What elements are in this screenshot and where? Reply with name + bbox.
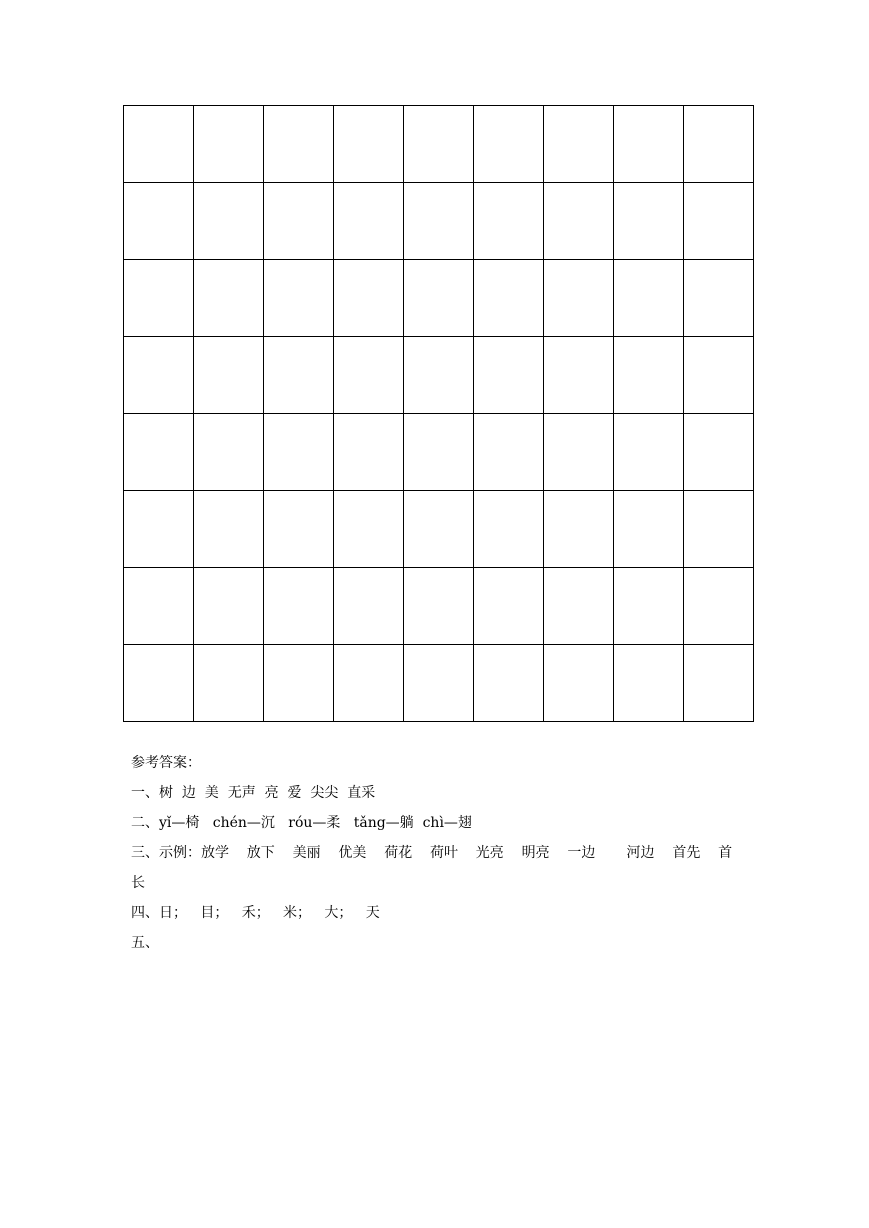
grid-cell [264, 645, 334, 722]
grid-cell [264, 337, 334, 414]
grid-cell [404, 337, 474, 414]
grid-cell [684, 645, 754, 722]
grid-cell [544, 568, 614, 645]
grid-cell [544, 260, 614, 337]
grid-cell [544, 337, 614, 414]
grid-cell [474, 491, 544, 568]
grid-cell [194, 183, 264, 260]
grid-cell [264, 106, 334, 183]
grid-cell [614, 337, 684, 414]
grid-cell [684, 337, 754, 414]
grid-cell [544, 414, 614, 491]
answer-section-5: 五、 [131, 935, 159, 951]
grid-cell [474, 645, 544, 722]
grid-cell [194, 568, 264, 645]
answer-section-4: 四、日； 目； 禾； 米； 大； 天 [131, 905, 380, 921]
grid-cell [334, 106, 404, 183]
grid-cell [544, 183, 614, 260]
grid-cell [614, 414, 684, 491]
grid-cell [194, 645, 264, 722]
grid-row [124, 183, 754, 260]
grid-cell [194, 106, 264, 183]
grid-cell [194, 337, 264, 414]
grid-cell [264, 414, 334, 491]
grid-cell [124, 414, 194, 491]
grid-cell [684, 183, 754, 260]
grid-cell [474, 183, 544, 260]
grid-cell [544, 106, 614, 183]
grid-cell [474, 337, 544, 414]
grid-cell [684, 260, 754, 337]
grid-cell [194, 491, 264, 568]
grid-row [124, 491, 754, 568]
grid-cell [404, 645, 474, 722]
grid-row [124, 645, 754, 722]
grid-cell [124, 106, 194, 183]
grid-cell [404, 414, 474, 491]
grid-cell [124, 183, 194, 260]
writing-grid-body [124, 106, 754, 722]
grid-cell [124, 491, 194, 568]
grid-cell [404, 491, 474, 568]
answer-key-heading: 参考答案： [131, 755, 201, 771]
grid-cell [194, 414, 264, 491]
grid-cell [684, 491, 754, 568]
grid-cell [334, 491, 404, 568]
grid-cell [264, 491, 334, 568]
grid-cell [684, 106, 754, 183]
grid-cell [404, 183, 474, 260]
grid-cell [474, 414, 544, 491]
grid-cell [614, 106, 684, 183]
writing-grid [123, 105, 754, 722]
grid-cell [124, 568, 194, 645]
grid-cell [334, 337, 404, 414]
answer-section-2: 二、yǐ—椅 chén—沉 róu—柔 tǎng—躺 chì—翅 [131, 815, 472, 831]
grid-cell [334, 645, 404, 722]
grid-cell [334, 568, 404, 645]
grid-cell [614, 645, 684, 722]
grid-cell [544, 491, 614, 568]
grid-cell [264, 183, 334, 260]
answer-key [131, 748, 746, 958]
grid-cell [474, 568, 544, 645]
grid-cell [404, 106, 474, 183]
grid-cell [614, 183, 684, 260]
grid-cell [684, 568, 754, 645]
grid-cell [474, 260, 544, 337]
grid-cell [684, 414, 754, 491]
grid-row [124, 568, 754, 645]
grid-cell [334, 183, 404, 260]
grid-cell [334, 260, 404, 337]
grid-cell [124, 645, 194, 722]
grid-cell [474, 106, 544, 183]
grid-cell [614, 568, 684, 645]
grid-cell [334, 414, 404, 491]
grid-cell [264, 568, 334, 645]
grid-row [124, 414, 754, 491]
grid-cell [194, 260, 264, 337]
grid-cell [404, 260, 474, 337]
grid-cell [124, 337, 194, 414]
answer-section-3: 三、示例：放学 放下 美丽 优美 荷花 荷叶 光亮 明亮 一边 河边 首先 首长 [131, 845, 733, 891]
grid-cell [614, 260, 684, 337]
grid-row [124, 260, 754, 337]
grid-cell [404, 568, 474, 645]
answer-section-1: 一、树 边 美 无声 亮 爱 尖尖 直采 [131, 785, 376, 801]
grid-cell [124, 260, 194, 337]
grid-row [124, 337, 754, 414]
grid-row [124, 106, 754, 183]
grid-cell [614, 491, 684, 568]
grid-cell [544, 645, 614, 722]
grid-cell [264, 260, 334, 337]
